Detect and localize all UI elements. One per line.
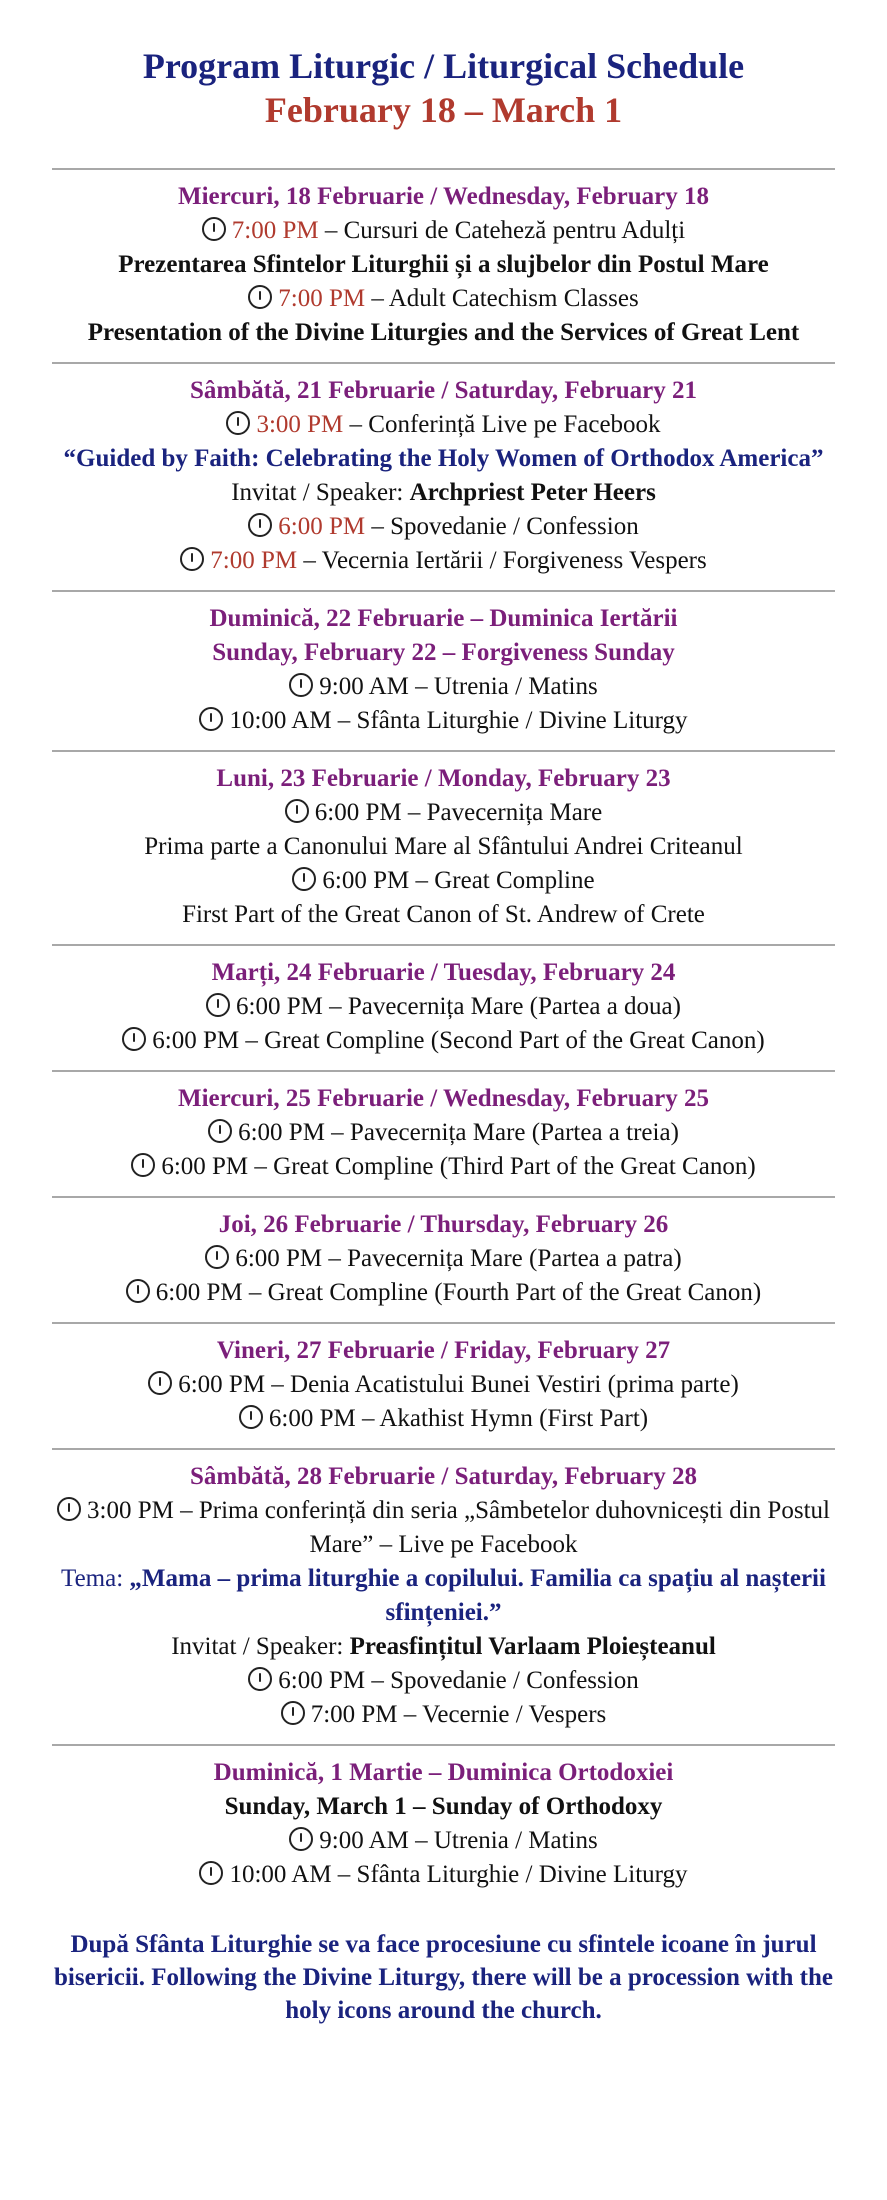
- clock-icon: [199, 1861, 223, 1885]
- event-line: [44, 1150, 844, 1184]
- event-text: 6:00 PM – Great Compline (Fourth Part of the Great Canon): [155, 1279, 762, 1306]
- speaker-label: Invitat / Speaker:: [231, 479, 410, 506]
- event-text: – Cursuri de Cateheză pentru Adulți: [318, 217, 686, 244]
- event-text: 9:00 AM – Utrenia / Matins: [319, 1827, 598, 1854]
- day-section-feb-25: [44, 1072, 844, 1196]
- speaker-line: [44, 1630, 844, 1664]
- event-line: [44, 990, 844, 1024]
- event-line: [44, 544, 844, 578]
- event-text: 6:00 PM – Pavecernița Mare (Partea a patra): [235, 1245, 682, 1272]
- day-section-feb-21: [44, 364, 844, 590]
- clock-icon: [248, 513, 272, 537]
- event-text: 9:00 AM – Utrenia / Matins: [319, 673, 598, 700]
- event-text: 6:00 PM – Great Compline (Second Part of the Great Canon): [152, 1027, 765, 1054]
- day-heading: Vineri, 27 Februarie / Friday, February 27: [216, 1337, 671, 1364]
- clock-icon: [289, 1827, 313, 1851]
- clock-icon: [206, 993, 230, 1017]
- event-time: 7:00 PM: [231, 217, 319, 244]
- event-line: [44, 510, 844, 544]
- event-text: 6:00 PM – Akathist Hymn (First Part): [268, 1405, 649, 1432]
- clock-icon: [239, 1405, 263, 1429]
- event-text: – Adult Catechism Classes: [365, 285, 639, 312]
- event-line: [44, 1116, 844, 1150]
- clock-icon: [199, 707, 223, 731]
- event-line: [44, 1368, 844, 1402]
- speaker-name: Preasfințitul Varlaam Ploieșteanul: [349, 1633, 716, 1660]
- closing-note: După Sfânta Liturghie se va face procesiune cu sfintele icoane în jurul bisericii. Following the Divine Liturgy, there will be a procession with the holy icons around the church.: [54, 1931, 833, 2024]
- day-heading: Duminică, 22 Februarie – Duminica Iertării: [209, 605, 678, 632]
- speaker-line: [44, 476, 844, 510]
- event-line: [44, 1402, 844, 1436]
- clock-icon: [131, 1153, 155, 1177]
- event-line: [44, 1824, 844, 1858]
- clock-icon: [292, 867, 316, 891]
- event-time: 7:00 PM: [210, 547, 298, 574]
- speaker-label: Invitat / Speaker:: [171, 1633, 350, 1660]
- day-section-feb-22: [44, 592, 844, 750]
- event-text: 10:00 AM – Sfânta Liturghie / Divine Liturgy: [229, 1861, 688, 1888]
- event-line: [44, 864, 844, 898]
- event-line: [44, 796, 844, 830]
- clock-icon: [285, 799, 309, 823]
- clock-icon: [281, 1701, 305, 1725]
- event-line: [44, 670, 844, 704]
- clock-icon: [148, 1371, 172, 1395]
- clock-icon: [226, 411, 250, 435]
- clock-icon: [202, 217, 226, 241]
- clock-icon: [205, 1245, 229, 1269]
- day-section-feb-24: [44, 946, 844, 1070]
- event-line: [44, 704, 844, 738]
- event-description: First Part of the Great Canon of St. Andrew of Crete: [182, 901, 705, 928]
- clock-icon: [126, 1279, 150, 1303]
- event-text: 6:00 PM – Spovedanie / Confession: [278, 1667, 639, 1694]
- event-line: [44, 1276, 844, 1310]
- clock-icon: [248, 1667, 272, 1691]
- day-heading-english: Sunday, February 22 – Forgiveness Sunday: [212, 639, 675, 666]
- event-text: 6:00 PM – Pavecernița Mare: [314, 799, 603, 826]
- event-line: [44, 1494, 844, 1562]
- event-line: [44, 1858, 844, 1892]
- day-section-feb-23: [44, 752, 844, 944]
- day-heading: Joi, 26 Februarie / Thursday, February 26: [218, 1211, 669, 1238]
- event-line: [44, 408, 844, 442]
- day-section-feb-26: [44, 1198, 844, 1322]
- event-text: – Conferință Live pe Facebook: [343, 411, 661, 438]
- day-section-feb-27: [44, 1324, 844, 1448]
- event-line: [44, 282, 844, 316]
- event-time: 3:00 PM: [256, 411, 344, 438]
- event-text: 6:00 PM – Great Compline (Third Part of the Great Canon): [161, 1153, 756, 1180]
- page-title: Program Liturgic / Liturgical Schedule: [142, 46, 745, 86]
- event-line: [44, 1024, 844, 1058]
- clock-icon: [180, 547, 204, 571]
- page-date-range: February 18 – March 1: [264, 90, 623, 130]
- clock-icon: [248, 285, 272, 309]
- event-time: 6:00 PM: [278, 513, 366, 540]
- event-description: Prezentarea Sfintelor Liturghii și a slujbelor din Postul Mare: [118, 251, 769, 278]
- day-heading: Sâmbătă, 28 Februarie / Saturday, February 28: [190, 1463, 697, 1490]
- day-heading: Luni, 23 Februarie / Monday, February 23: [216, 765, 671, 792]
- day-heading-english: Sunday, March 1 – Sunday of Orthodoxy: [224, 1793, 663, 1820]
- day-heading: Miercuri, 18 Februarie / Wednesday, February 18: [178, 183, 709, 210]
- clock-icon: [57, 1497, 81, 1521]
- event-text: 7:00 PM – Vecernie / Vespers: [310, 1701, 607, 1728]
- day-section-mar-1: [44, 1746, 844, 1904]
- event-description: Prima parte a Canonului Mare al Sfântului Andrei Criteanul: [144, 833, 743, 860]
- event-line: [44, 1664, 844, 1698]
- event-text: – Spovedanie / Confession: [365, 513, 639, 540]
- event-text: 6:00 PM – Great Compline: [322, 867, 595, 894]
- theme-text: „Mama – prima liturghie a copilului. Familia ca spațiu al nașterii sfințeniei.”: [129, 1565, 826, 1626]
- clock-icon: [289, 673, 313, 697]
- theme-line: [44, 1562, 844, 1630]
- conference-title: “Guided by Faith: Celebrating the Holy Women of Orthodox America”: [63, 445, 824, 472]
- clock-icon: [122, 1027, 146, 1051]
- day-heading: Sâmbătă, 21 Februarie / Saturday, February 21: [190, 377, 697, 404]
- event-text: 3:00 PM – Prima conferință din seria „Sâmbetelor duhovnicești din Postul Mare” – Live pe Facebook: [87, 1497, 830, 1558]
- event-description: Presentation of the Divine Liturgies and the Services of Great Lent: [87, 319, 800, 346]
- event-line: [44, 1242, 844, 1276]
- event-time: 7:00 PM: [278, 285, 366, 312]
- day-heading: Miercuri, 25 Februarie / Wednesday, February 25: [178, 1085, 709, 1112]
- day-section-feb-18: [44, 170, 844, 362]
- event-text: – Vecernia Iertării / Forgiveness Vespers: [297, 547, 707, 574]
- event-text: 6:00 PM – Pavecernița Mare (Partea a doua): [236, 993, 681, 1020]
- day-heading: Duminică, 1 Martie – Duminica Ortodoxiei: [213, 1759, 674, 1786]
- theme-label: Tema:: [61, 1565, 130, 1592]
- event-text: 10:00 AM – Sfânta Liturghie / Divine Liturgy: [229, 707, 688, 734]
- clock-icon: [208, 1119, 232, 1143]
- speaker-name: Archpriest Peter Heers: [409, 479, 656, 506]
- event-line: [44, 214, 844, 248]
- event-text: 6:00 PM – Pavecernița Mare (Partea a treia): [238, 1119, 679, 1146]
- day-section-feb-28: [44, 1450, 844, 1744]
- event-text: 6:00 PM – Denia Acatistului Bunei Vestiri (prima parte): [178, 1371, 739, 1398]
- event-line: [44, 1698, 844, 1732]
- day-heading: Marți, 24 Februarie / Tuesday, February 24: [211, 959, 676, 986]
